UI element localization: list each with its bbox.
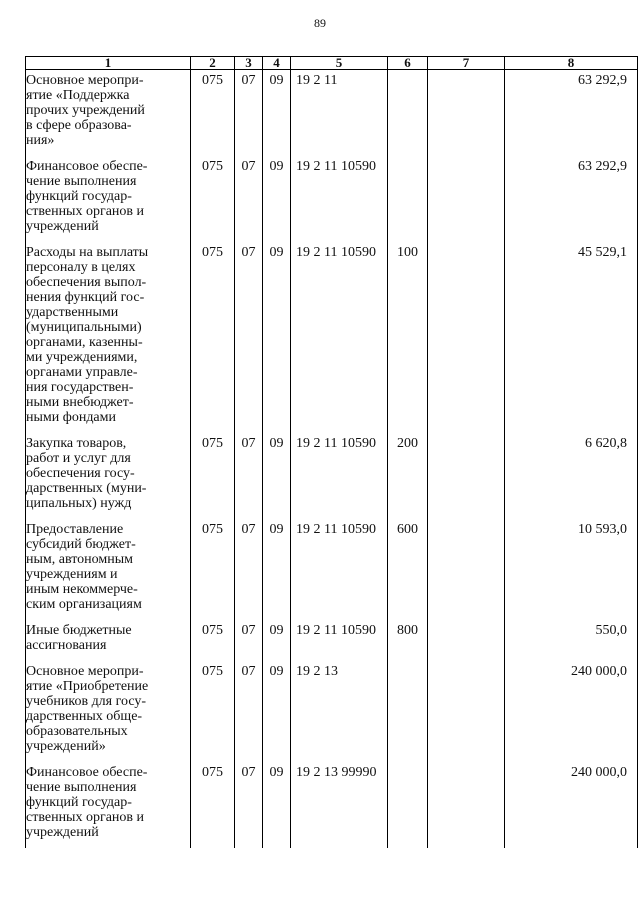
amount: 240 000,0 — [505, 661, 638, 754]
row-name-line: ми учреждениями, — [26, 350, 138, 365]
table-row — [26, 70, 638, 149]
row-name-line: органами, казенны- — [26, 335, 143, 350]
spacer-cell — [428, 234, 505, 242]
subsection-code: 09 — [263, 620, 291, 653]
expense-type-code — [388, 661, 428, 754]
subsection-code: 09 — [263, 433, 291, 511]
spacer-cell — [505, 511, 638, 519]
spacer-cell — [263, 612, 291, 620]
row-spacer — [26, 612, 638, 620]
spacer-cell — [26, 511, 191, 519]
column-header-7: 7 — [428, 57, 505, 70]
row-name-line: Финансовое обеспе- — [26, 159, 148, 174]
column-7-value — [428, 661, 505, 754]
admin-code: 075 — [191, 433, 235, 511]
spacer-cell — [291, 234, 388, 242]
column-7-value — [428, 620, 505, 653]
spacer-cell — [26, 653, 191, 661]
subsection-code: 09 — [263, 519, 291, 612]
row-name-line: органами управле- — [26, 365, 138, 380]
table-row — [26, 762, 638, 840]
spacer-cell — [26, 840, 191, 848]
row-name-line: учебников для госу- — [26, 694, 147, 709]
expense-type-code: 100 — [388, 242, 428, 425]
spacer-cell — [291, 754, 388, 762]
spacer-cell — [505, 612, 638, 620]
row-spacer — [26, 425, 638, 433]
spacer-cell — [428, 754, 505, 762]
spacer-cell — [428, 840, 505, 848]
amount: 63 292,9 — [505, 156, 638, 234]
target-article-code: 19 2 11 10590 — [291, 519, 388, 612]
target-article-code: 19 2 13 99990 — [291, 762, 388, 840]
row-spacer — [26, 653, 638, 661]
spacer-cell — [235, 612, 263, 620]
row-name-line: функций государ- — [26, 189, 132, 204]
expense-type-code — [388, 156, 428, 234]
row-name-line: ударственными — [26, 305, 119, 320]
spacer-cell — [291, 612, 388, 620]
row-name-line: нения функций гос- — [26, 290, 145, 305]
row-name-line: образовательных — [26, 724, 128, 739]
row-spacer — [26, 754, 638, 762]
row-name — [26, 433, 191, 511]
target-article-code: 19 2 11 — [291, 70, 388, 149]
row-spacer — [26, 511, 638, 519]
spacer-cell — [505, 234, 638, 242]
spacer-cell — [191, 425, 235, 433]
amount: 10 593,0 — [505, 519, 638, 612]
spacer-cell — [291, 653, 388, 661]
admin-code: 075 — [191, 242, 235, 425]
spacer-cell — [26, 754, 191, 762]
section-code: 07 — [235, 156, 263, 234]
spacer-cell — [428, 612, 505, 620]
amount: 63 292,9 — [505, 70, 638, 149]
spacer-cell — [505, 840, 638, 848]
budget-table — [25, 56, 638, 848]
row-name-line: Предоставление — [26, 522, 124, 537]
row-name-line: ским организациям — [26, 597, 142, 612]
spacer-cell — [505, 653, 638, 661]
spacer-cell — [235, 840, 263, 848]
row-name-line: ния государствен- — [26, 380, 134, 395]
row-name-line: ассигнования — [26, 638, 107, 653]
target-article-code: 19 2 11 10590 — [291, 620, 388, 653]
row-name — [26, 242, 191, 425]
table-row — [26, 242, 638, 425]
spacer-cell — [191, 234, 235, 242]
amount: 45 529,1 — [505, 242, 638, 425]
row-name — [26, 620, 191, 653]
expense-type-code: 200 — [388, 433, 428, 511]
spacer-cell — [428, 511, 505, 519]
section-code: 07 — [235, 433, 263, 511]
row-name-line: учреждений — [26, 219, 99, 234]
row-name — [26, 519, 191, 612]
spacer-cell — [26, 425, 191, 433]
section-code: 07 — [235, 242, 263, 425]
row-name — [26, 156, 191, 234]
admin-code: 075 — [191, 762, 235, 840]
target-article-code: 19 2 11 10590 — [291, 433, 388, 511]
subsection-code: 09 — [263, 762, 291, 840]
row-name-line: учреждениям и — [26, 567, 118, 582]
spacer-cell — [235, 754, 263, 762]
table-row — [26, 433, 638, 511]
spacer-cell — [263, 148, 291, 156]
spacer-cell — [505, 425, 638, 433]
row-name-line: Расходы на выплаты — [26, 245, 149, 260]
column-header-6: 6 — [388, 57, 428, 70]
page-number: 89 — [314, 16, 326, 30]
expense-type-code — [388, 70, 428, 149]
column-header-8: 8 — [505, 57, 638, 70]
spacer-cell — [388, 425, 428, 433]
admin-code: 075 — [191, 70, 235, 149]
row-name-line: субсидий бюджет- — [26, 537, 136, 552]
spacer-cell — [388, 840, 428, 848]
row-name-line: Иные бюджетные — [26, 623, 132, 638]
spacer-cell — [291, 425, 388, 433]
section-code: 07 — [235, 762, 263, 840]
row-name-line: обеспечения выпол- — [26, 275, 147, 290]
column-header-3: 3 — [235, 57, 263, 70]
subsection-code: 09 — [263, 661, 291, 754]
row-name-line: прочих учреждений — [26, 103, 145, 118]
spacer-cell — [388, 234, 428, 242]
row-name-line: Финансовое обеспе- — [26, 765, 148, 780]
row-name-line: ственных органов и — [26, 810, 145, 825]
spacer-cell — [235, 148, 263, 156]
spacer-cell — [26, 612, 191, 620]
spacer-cell — [191, 840, 235, 848]
expense-type-code: 600 — [388, 519, 428, 612]
row-spacer — [26, 840, 638, 848]
row-name-line: обеспечения госу- — [26, 466, 135, 481]
amount: 240 000,0 — [505, 762, 638, 840]
column-7-value — [428, 762, 505, 840]
table-row — [26, 156, 638, 234]
spacer-cell — [235, 511, 263, 519]
section-code: 07 — [235, 519, 263, 612]
expense-type-code: 800 — [388, 620, 428, 653]
spacer-cell — [191, 148, 235, 156]
admin-code: 075 — [191, 156, 235, 234]
row-name-line: ными фондами — [26, 410, 117, 425]
row-name-line: работ и услуг для — [26, 451, 131, 466]
subsection-code: 09 — [263, 156, 291, 234]
spacer-cell — [505, 754, 638, 762]
row-name-line: ятие «Приобретение — [26, 679, 149, 694]
spacer-cell — [263, 234, 291, 242]
section-code: 07 — [235, 620, 263, 653]
spacer-cell — [263, 754, 291, 762]
column-7-value — [428, 242, 505, 425]
column-header-2: 2 — [191, 57, 235, 70]
spacer-cell — [26, 148, 191, 156]
spacer-cell — [388, 148, 428, 156]
row-name-line: ципальных) нужд — [26, 496, 132, 511]
row-name-line: ным, автономным — [26, 552, 134, 567]
row-name — [26, 661, 191, 754]
row-name-line: учреждений» — [26, 739, 106, 754]
column-header-1: 1 — [26, 57, 191, 70]
spacer-cell — [291, 511, 388, 519]
row-name-line: ными внебюджет- — [26, 395, 134, 410]
spacer-cell — [235, 653, 263, 661]
row-name-line: (муниципальными) — [26, 320, 142, 335]
table-row — [26, 620, 638, 653]
spacer-cell — [388, 511, 428, 519]
spacer-cell — [428, 425, 505, 433]
expense-type-code — [388, 762, 428, 840]
amount: 6 620,8 — [505, 433, 638, 511]
row-name-line: учреждений — [26, 825, 99, 840]
spacer-cell — [428, 148, 505, 156]
row-name-line: персоналу в целях — [26, 260, 136, 275]
spacer-cell — [263, 425, 291, 433]
target-article-code: 19 2 11 10590 — [291, 156, 388, 234]
row-name-line: в сфере образова- — [26, 118, 132, 133]
column-7-value — [428, 433, 505, 511]
spacer-cell — [388, 653, 428, 661]
spacer-cell — [235, 234, 263, 242]
row-name-line: ятие «Поддержка — [26, 88, 130, 103]
spacer-cell — [191, 754, 235, 762]
row-name-line: ния» — [26, 133, 55, 148]
subsection-code: 09 — [263, 70, 291, 149]
row-name-line: дарственных обще- — [26, 709, 143, 724]
row-name — [26, 762, 191, 840]
spacer-cell — [263, 511, 291, 519]
row-name-line: Основное меропри- — [26, 664, 144, 679]
target-article-code: 19 2 13 — [291, 661, 388, 754]
spacer-cell — [235, 425, 263, 433]
row-spacer — [26, 148, 638, 156]
row-name-line: чение выполнения — [26, 780, 137, 795]
column-header-5: 5 — [291, 57, 388, 70]
target-article-code: 19 2 11 10590 — [291, 242, 388, 425]
spacer-cell — [26, 234, 191, 242]
spacer-cell — [505, 148, 638, 156]
spacer-cell — [191, 612, 235, 620]
amount: 550,0 — [505, 620, 638, 653]
column-7-value — [428, 156, 505, 234]
spacer-cell — [191, 653, 235, 661]
spacer-cell — [263, 840, 291, 848]
row-name-line: Основное меропри- — [26, 73, 144, 88]
table-row — [26, 661, 638, 754]
column-7-value — [428, 70, 505, 149]
spacer-cell — [263, 653, 291, 661]
spacer-cell — [428, 653, 505, 661]
table-row — [26, 519, 638, 612]
section-code: 07 — [235, 661, 263, 754]
column-7-value — [428, 519, 505, 612]
row-name-line: чение выполнения — [26, 174, 137, 189]
spacer-cell — [388, 754, 428, 762]
admin-code: 075 — [191, 661, 235, 754]
table-body — [26, 70, 638, 849]
row-name-line: Закупка товаров, — [26, 436, 127, 451]
spacer-cell — [388, 612, 428, 620]
admin-code: 075 — [191, 620, 235, 653]
section-code: 07 — [235, 70, 263, 149]
row-name-line: ственных органов и — [26, 204, 145, 219]
row-spacer — [26, 234, 638, 242]
row-name-line: иным некоммерче- — [26, 582, 138, 597]
spacer-cell — [291, 148, 388, 156]
row-name — [26, 70, 191, 149]
row-name-line: функций государ- — [26, 795, 132, 810]
spacer-cell — [291, 840, 388, 848]
header-row — [26, 57, 638, 70]
subsection-code: 09 — [263, 242, 291, 425]
spacer-cell — [191, 511, 235, 519]
row-name-line: дарственных (муни- — [26, 481, 147, 496]
column-header-4: 4 — [263, 57, 291, 70]
admin-code: 075 — [191, 519, 235, 612]
